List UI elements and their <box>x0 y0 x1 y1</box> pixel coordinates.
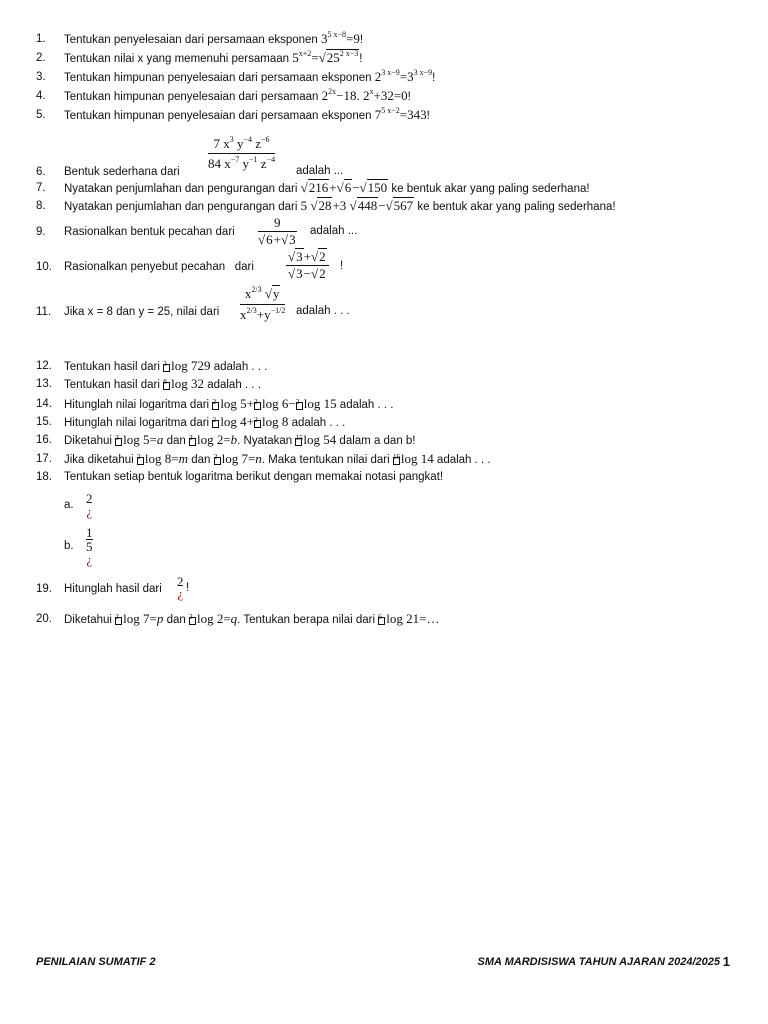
log-expression: 8 log 32 <box>163 376 204 391</box>
math-expression: $5^{x+2}=√25^{2 x-3}$ <box>292 49 359 65</box>
page-number: 1 <box>722 954 730 969</box>
fraction-expression: $x^{2/3}$ √y $x^{2/3}+y^{-1/2}$ <box>240 285 286 322</box>
fraction-expression: 7 $x^3$ $y^{-4}$ $z^{-6}$ 84 $x^{-7}$ $y^{-1}$ $z^{-4}$ <box>208 135 276 171</box>
question-text: Tentukan penyelesaian dari persamaan eksponen <box>64 34 318 46</box>
math-expression: $2^{3 x-9}=3^{3 x-9}$ <box>374 68 433 84</box>
log-expression: 3 log 729 <box>163 358 211 373</box>
log-expression: 2 log 5+ 2 log 6− 2 log 15 <box>212 396 337 411</box>
footer-right: SMA MARDISISWA TAHUN AJARAN 2024/2025 <box>477 956 720 968</box>
math-expression: 5 √28+3 √448−√567 <box>300 198 414 213</box>
math-expression: √216+√6−√150 <box>300 180 388 195</box>
math-expression: $7^{5 x-2}=343$ <box>374 106 427 122</box>
footer-left: PENILAIAN SUMATIF 2 <box>36 956 156 968</box>
question-number: 1. <box>36 33 46 45</box>
fraction-expression: √3+√2 √3−√2 <box>286 249 329 282</box>
question-18-item-a: a. <box>64 499 74 511</box>
math-expression: $3^{5 x-8}=9$ <box>321 30 360 46</box>
fraction-expression: 9 √6+√3 <box>258 215 296 247</box>
math-expression: $2^{2x}-18$. $2^x+32=0$ <box>321 87 408 103</box>
question-18-item-b: b. <box>64 540 74 552</box>
log-expression: 2 log 4+ 2 log 8 <box>212 414 289 429</box>
